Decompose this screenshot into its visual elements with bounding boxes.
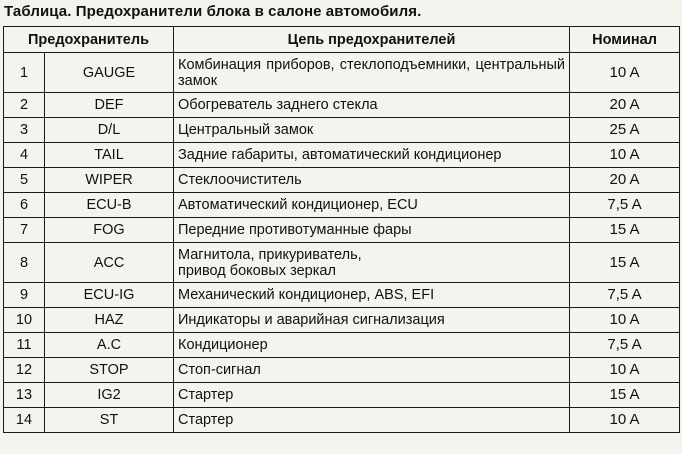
fuse-code: A.C [45,333,174,358]
table-row [4,333,680,358]
fuse-code: IG2 [45,383,174,408]
fuse-number: 9 [4,283,45,308]
fuse-circuit: Механический кондиционер, ABS, EFI [174,283,570,308]
fuse-rating: 7,5 A [570,283,680,308]
table-row [4,53,680,93]
fuse-code: HAZ [45,308,174,333]
fuse-rating: 7,5 A [570,193,680,218]
table-title: Таблица. Предохранители блока в салоне автомобиля. [4,3,422,20]
table-row [4,283,680,308]
fuse-number: 14 [4,408,45,433]
fuse-code: STOP [45,358,174,383]
fuse-circuit: Стеклоочиститель [174,168,570,193]
fuse-code: ACC [45,243,174,283]
fuse-number: 11 [4,333,45,358]
fuse-code: DEF [45,93,174,118]
fuse-rating: 15 A [570,218,680,243]
fuse-circuit: Автоматический кондиционер, ECU [174,193,570,218]
fuse-code: ECU-B [45,193,174,218]
table-row [4,143,680,168]
header-circuit: Цепь предохранителей [174,27,570,53]
fuse-circuit: Передние противотуманные фары [174,218,570,243]
fuse-code: D/L [45,118,174,143]
header-rating: Номинал [570,27,680,53]
fuse-rating: 25 A [570,118,680,143]
header-fuse: Предохранитель [4,27,174,53]
fuse-number: 3 [4,118,45,143]
table-row [4,168,680,193]
table-row [4,358,680,383]
fuse-rating: 10 A [570,143,680,168]
fuse-rating: 10 A [570,53,680,93]
fuse-code: ECU-IG [45,283,174,308]
table-row [4,308,680,333]
fuse-rating: 20 A [570,93,680,118]
fuse-circuit: Индикаторы и аварийная сигнализация [174,308,570,333]
fuse-circuit: Комбинация приборов, стеклоподъемники, центральный замок [174,53,570,93]
table-row [4,408,680,433]
fuse-circuit: Центральный замок [174,118,570,143]
fuse-number: 12 [4,358,45,383]
fuse-rating: 15 A [570,383,680,408]
fuse-rating: 15 A [570,243,680,283]
fuse-circuit: Стартер [174,383,570,408]
header-row [4,27,680,53]
table-row [4,93,680,118]
fuse-number: 7 [4,218,45,243]
table-row [4,243,680,283]
fuse-circuit: Обогреватель заднего стекла [174,93,570,118]
fuse-circuit: Магнитола, прикуриватель, привод боковых зеркал [174,243,570,283]
fuse-number: 1 [4,53,45,93]
fuse-code: WIPER [45,168,174,193]
fuse-number: 10 [4,308,45,333]
fuse-number: 6 [4,193,45,218]
fuse-circuit: Кондиционер [174,333,570,358]
fuse-circuit: Стартер [174,408,570,433]
fuse-rating: 10 A [570,408,680,433]
fuse-number: 8 [4,243,45,283]
fuse-code: ST [45,408,174,433]
fuse-number: 4 [4,143,45,168]
fuse-number: 13 [4,383,45,408]
fuse-table [3,26,680,433]
fuse-rating: 10 A [570,358,680,383]
fuse-number: 5 [4,168,45,193]
fuse-code: TAIL [45,143,174,168]
fuse-rating: 10 A [570,308,680,333]
fuse-circuit: Стоп-сигнал [174,358,570,383]
fuse-number: 2 [4,93,45,118]
table-row [4,218,680,243]
table-row [4,193,680,218]
table-row [4,383,680,408]
fuse-code: GAUGE [45,53,174,93]
fuse-circuit: Задние габариты, автоматический кондиционер [174,143,570,168]
fuse-rating: 20 A [570,168,680,193]
fuse-rating: 7,5 A [570,333,680,358]
fuse-code: FOG [45,218,174,243]
table-row [4,118,680,143]
